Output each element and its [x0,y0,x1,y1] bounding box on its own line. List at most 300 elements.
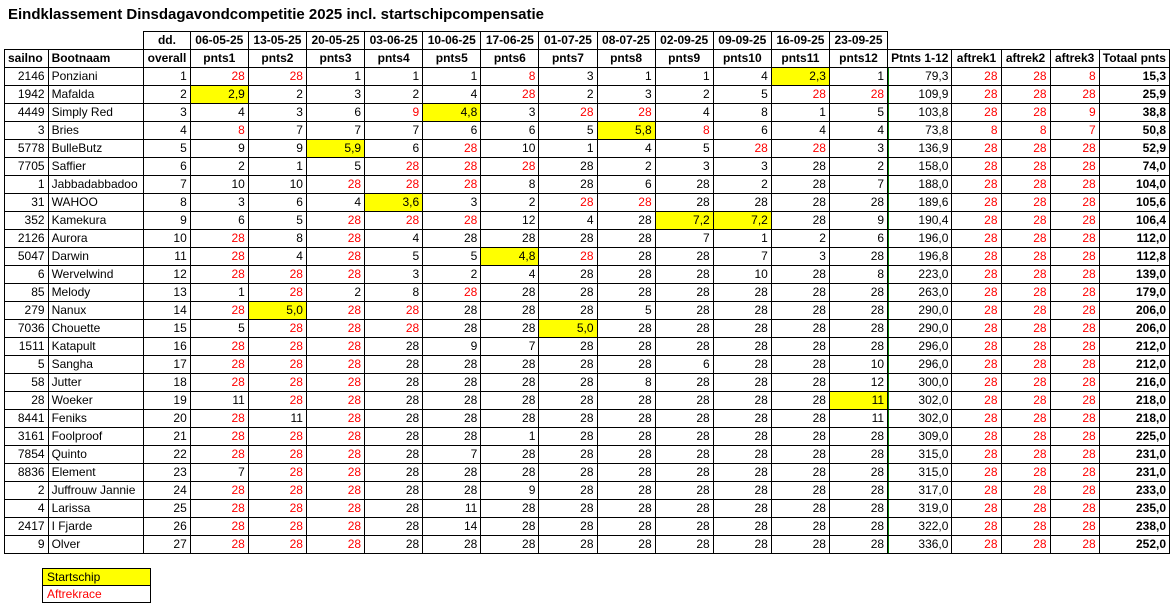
points-cell-10: 3 [713,158,771,176]
sailno-cell: 2 [5,482,49,500]
points-cell-11: 1 [771,104,829,122]
table-row [5,320,1170,338]
sailno-cell: 7854 [5,446,49,464]
points-cell-12: 1 [829,68,887,86]
overall-cell: 11 [144,248,191,266]
boatname-cell: Element [48,464,144,482]
points-cell-11: 28 [771,482,829,500]
points-cell-6: 28 [481,518,539,536]
points-cell-5: 6 [423,122,481,140]
aftrek-cell-2: 28 [1001,158,1050,176]
aftrek-cell-3: 28 [1050,392,1099,410]
points-cell-3: 28 [306,392,364,410]
boatname-cell: Melody [48,284,144,302]
ptnts-total-cell: 196,8 [888,248,952,266]
header-col-pnts2: pnts2 [248,50,306,68]
points-cell-8: 28 [597,428,655,446]
aftrek-cell-1: 28 [952,284,1001,302]
ptnts-total-cell: 136,9 [888,140,952,158]
sailno-cell: 8441 [5,410,49,428]
points-cell-12: 28 [829,86,887,104]
points-cell-4: 28 [365,428,423,446]
points-cell-4: 28 [365,482,423,500]
ptnts-total-cell: 190,4 [888,212,952,230]
points-cell-5: 28 [423,536,481,554]
aftrek-cell-2: 28 [1001,140,1050,158]
totaal-pnts-cell: 25,9 [1099,86,1169,104]
aftrek-cell-3: 28 [1050,338,1099,356]
table-row [5,140,1170,158]
points-cell-7: 28 [539,284,597,302]
totaal-pnts-cell: 231,0 [1099,464,1169,482]
points-cell-5: 28 [423,392,481,410]
points-cell-6: 28 [481,464,539,482]
points-cell-4: 28 [365,356,423,374]
aftrek-cell-1: 28 [952,140,1001,158]
points-cell-6: 8 [481,176,539,194]
points-cell-8: 8 [597,374,655,392]
aftrek-cell-1: 28 [952,482,1001,500]
points-cell-8: 6 [597,176,655,194]
points-cell-8: 3 [597,86,655,104]
points-cell-7: 28 [539,158,597,176]
points-cell-9: 28 [655,284,713,302]
points-cell-1: 11 [190,392,248,410]
points-cell-12: 28 [829,194,887,212]
points-cell-11: 28 [771,320,829,338]
overall-cell: 12 [144,266,191,284]
overall-cell: 21 [144,428,191,446]
table-row [5,230,1170,248]
aftrek-cell-3: 28 [1050,428,1099,446]
points-cell-8: 28 [597,446,655,464]
sailno-cell: 5047 [5,248,49,266]
points-cell-12: 28 [829,536,887,554]
points-cell-10: 1 [713,230,771,248]
aftrek-cell-2: 28 [1001,446,1050,464]
aftrek-cell-3: 28 [1050,212,1099,230]
points-cell-11: 28 [771,428,829,446]
boatname-cell: Larissa [48,500,144,518]
points-cell-8: 28 [597,212,655,230]
table-row [5,248,1170,266]
header-date-3: 20-05-25 [306,32,364,50]
overall-cell: 22 [144,446,191,464]
totaal-pnts-cell: 15,3 [1099,68,1169,86]
points-cell-4: 28 [365,500,423,518]
points-cell-11: 28 [771,212,829,230]
points-cell-10: 28 [713,374,771,392]
sailno-cell: 352 [5,212,49,230]
aftrek-cell-2: 28 [1001,464,1050,482]
points-cell-2: 4 [248,248,306,266]
sailno-cell: 1942 [5,86,49,104]
header-col-pnts7: pnts7 [539,50,597,68]
points-cell-5: 1 [423,68,481,86]
points-cell-6: 28 [481,302,539,320]
points-cell-9: 28 [655,446,713,464]
legend-table [42,568,151,603]
points-cell-12: 28 [829,518,887,536]
header-date-2: 13-05-25 [248,32,306,50]
points-cell-10: 7,2 [713,212,771,230]
points-cell-9: 8 [655,122,713,140]
points-cell-12: 9 [829,212,887,230]
points-cell-10: 28 [713,464,771,482]
points-cell-8: 28 [597,356,655,374]
points-cell-12: 11 [829,392,887,410]
points-cell-7: 28 [539,536,597,554]
aftrek-cell-2: 28 [1001,284,1050,302]
points-cell-2: 6 [248,194,306,212]
points-cell-6: 8 [481,68,539,86]
points-cell-6: 28 [481,410,539,428]
points-cell-1: 2,9 [190,86,248,104]
table-row [5,338,1170,356]
totaal-pnts-cell: 225,0 [1099,428,1169,446]
points-cell-2: 28 [248,428,306,446]
points-cell-2: 5,0 [248,302,306,320]
points-cell-12: 28 [829,464,887,482]
aftrek-cell-3: 28 [1050,446,1099,464]
header-blank-aftrek2 [1001,32,1050,50]
points-cell-5: 7 [423,446,481,464]
aftrek-cell-3: 28 [1050,356,1099,374]
points-cell-7: 28 [539,248,597,266]
points-cell-7: 28 [539,230,597,248]
points-cell-6: 28 [481,230,539,248]
totaal-pnts-cell: 216,0 [1099,374,1169,392]
points-cell-7: 1 [539,140,597,158]
points-cell-11: 28 [771,446,829,464]
boatname-cell: Kamekura [48,212,144,230]
points-cell-2: 8 [248,230,306,248]
aftrek-cell-2: 28 [1001,248,1050,266]
sailno-cell: 7705 [5,158,49,176]
points-cell-3: 28 [306,212,364,230]
aftrek-cell-3: 28 [1050,284,1099,302]
points-cell-9: 5 [655,140,713,158]
points-cell-11: 28 [771,176,829,194]
points-cell-3: 5,9 [306,140,364,158]
header-blank-ptnts [888,32,952,50]
points-cell-2: 10 [248,176,306,194]
points-cell-4: 7 [365,122,423,140]
legend-row-startschip [43,569,151,586]
overall-cell: 13 [144,284,191,302]
header-col-pnts8: pnts8 [597,50,655,68]
sailno-cell: 3161 [5,428,49,446]
points-cell-10: 28 [713,482,771,500]
points-cell-8: 28 [597,104,655,122]
sailno-cell: 31 [5,194,49,212]
points-cell-3: 28 [306,338,364,356]
points-cell-10: 28 [713,500,771,518]
points-cell-7: 28 [539,446,597,464]
points-cell-11: 2 [771,230,829,248]
points-cell-3: 28 [306,248,364,266]
points-cell-2: 5 [248,212,306,230]
points-cell-7: 2 [539,86,597,104]
overall-cell: 24 [144,482,191,500]
points-cell-4: 28 [365,410,423,428]
points-cell-2: 11 [248,410,306,428]
points-cell-10: 28 [713,446,771,464]
points-cell-3: 28 [306,464,364,482]
points-cell-3: 28 [306,320,364,338]
points-cell-5: 28 [423,464,481,482]
aftrek-cell-2: 28 [1001,410,1050,428]
table-row [5,284,1170,302]
boatname-cell: Jutter [48,374,144,392]
points-cell-8: 28 [597,482,655,500]
points-cell-6: 1 [481,428,539,446]
overall-cell: 3 [144,104,191,122]
ptnts-total-cell: 158,0 [888,158,952,176]
boatname-cell: Juffrouw Jannie [48,482,144,500]
points-cell-5: 2 [423,266,481,284]
sailno-cell: 8836 [5,464,49,482]
aftrek-cell-1: 28 [952,446,1001,464]
points-cell-1: 28 [190,266,248,284]
totaal-pnts-cell: 218,0 [1099,410,1169,428]
header-col-aftrek3: aftrek3 [1050,50,1099,68]
overall-cell: 27 [144,536,191,554]
aftrek-cell-1: 28 [952,428,1001,446]
header-row-columns [5,50,1170,68]
points-cell-12: 28 [829,428,887,446]
ptnts-total-cell: 336,0 [888,536,952,554]
points-cell-6: 28 [481,320,539,338]
points-cell-9: 28 [655,338,713,356]
boatname-cell: I Fjarde [48,518,144,536]
overall-cell: 10 [144,230,191,248]
points-cell-5: 28 [423,302,481,320]
ptnts-total-cell: 290,0 [888,320,952,338]
aftrek-cell-1: 28 [952,500,1001,518]
points-cell-12: 11 [829,410,887,428]
overall-cell: 1 [144,68,191,86]
overall-cell: 16 [144,338,191,356]
sailno-cell: 5 [5,356,49,374]
points-cell-9: 28 [655,518,713,536]
ptnts-total-cell: 263,0 [888,284,952,302]
points-cell-5: 28 [423,284,481,302]
points-cell-4: 4 [365,230,423,248]
header-col-pnts10: pnts10 [713,50,771,68]
points-cell-6: 6 [481,122,539,140]
aftrek-cell-2: 28 [1001,104,1050,122]
points-cell-2: 28 [248,356,306,374]
points-cell-6: 28 [481,392,539,410]
totaal-pnts-cell: 206,0 [1099,302,1169,320]
header-blank-aftrek1 [952,32,1001,50]
points-cell-2: 9 [248,140,306,158]
points-cell-11: 28 [771,284,829,302]
header-col-pnts1: pnts1 [190,50,248,68]
aftrek-cell-1: 28 [952,104,1001,122]
totaal-pnts-cell: 50,8 [1099,122,1169,140]
points-cell-5: 5 [423,248,481,266]
points-cell-3: 1 [306,68,364,86]
totaal-pnts-cell: 105,6 [1099,194,1169,212]
points-cell-4: 28 [365,518,423,536]
aftrek-cell-3: 28 [1050,518,1099,536]
totaal-pnts-cell: 252,0 [1099,536,1169,554]
aftrek-cell-3: 7 [1050,122,1099,140]
ptnts-total-cell: 302,0 [888,392,952,410]
points-cell-3: 28 [306,428,364,446]
header-col-pnts5: pnts5 [423,50,481,68]
overall-cell: 26 [144,518,191,536]
points-cell-3: 28 [306,176,364,194]
header-col-ptnts-1-12: Ptnts 1-12 [888,50,952,68]
points-cell-3: 28 [306,230,364,248]
header-date-9: 02-09-25 [655,32,713,50]
points-cell-11: 28 [771,302,829,320]
points-cell-10: 2 [713,176,771,194]
points-cell-3: 5 [306,158,364,176]
aftrek-cell-2: 28 [1001,500,1050,518]
header-date-4: 03-06-25 [365,32,423,50]
sailno-cell: 7036 [5,320,49,338]
points-cell-7: 28 [539,194,597,212]
points-cell-10: 28 [713,392,771,410]
boatname-cell: Mafalda [48,86,144,104]
points-cell-12: 12 [829,374,887,392]
header-col-bootnaam: Bootnaam [48,50,144,68]
totaal-pnts-cell: 179,0 [1099,284,1169,302]
points-cell-7: 28 [539,428,597,446]
points-cell-4: 28 [365,374,423,392]
overall-cell: 14 [144,302,191,320]
aftrek-cell-3: 28 [1050,374,1099,392]
points-cell-9: 28 [655,428,713,446]
points-cell-7: 28 [539,518,597,536]
points-cell-2: 2 [248,86,306,104]
points-cell-6: 2 [481,194,539,212]
points-cell-8: 28 [597,266,655,284]
points-cell-5: 28 [423,428,481,446]
points-cell-3: 28 [306,500,364,518]
ptnts-total-cell: 322,0 [888,518,952,536]
points-cell-4: 28 [365,446,423,464]
points-cell-4: 28 [365,464,423,482]
aftrek-cell-2: 28 [1001,68,1050,86]
header-date-5: 10-06-25 [423,32,481,50]
ptnts-total-cell: 189,6 [888,194,952,212]
ptnts-total-cell: 290,0 [888,302,952,320]
aftrek-cell-1: 28 [952,212,1001,230]
points-cell-8: 28 [597,410,655,428]
points-cell-1: 28 [190,68,248,86]
points-cell-9: 2 [655,86,713,104]
totaal-pnts-cell: 106,4 [1099,212,1169,230]
points-cell-6: 28 [481,374,539,392]
totaal-pnts-cell: 212,0 [1099,356,1169,374]
table-row [5,500,1170,518]
header-date-1: 06-05-25 [190,32,248,50]
sailno-cell: 2146 [5,68,49,86]
table-row [5,86,1170,104]
points-cell-1: 1 [190,284,248,302]
points-cell-1: 4 [190,104,248,122]
points-cell-7: 28 [539,266,597,284]
points-cell-5: 28 [423,374,481,392]
aftrek-cell-1: 28 [952,266,1001,284]
totaal-pnts-cell: 139,0 [1099,266,1169,284]
points-cell-6: 9 [481,482,539,500]
points-cell-6: 28 [481,86,539,104]
points-cell-4: 28 [365,158,423,176]
points-cell-11: 28 [771,392,829,410]
points-cell-11: 28 [771,464,829,482]
overall-cell: 7 [144,176,191,194]
points-cell-1: 2 [190,158,248,176]
header-date-10: 09-09-25 [713,32,771,50]
points-cell-1: 8 [190,122,248,140]
overall-cell: 17 [144,356,191,374]
aftrek-cell-2: 28 [1001,536,1050,554]
header-dd: dd. [144,32,191,50]
aftrek-cell-2: 28 [1001,86,1050,104]
points-cell-7: 28 [539,410,597,428]
points-cell-10: 28 [713,338,771,356]
points-cell-9: 1 [655,68,713,86]
ptnts-total-cell: 103,8 [888,104,952,122]
totaal-pnts-cell: 112,0 [1099,230,1169,248]
points-cell-3: 6 [306,104,364,122]
ptnts-total-cell: 196,0 [888,230,952,248]
points-cell-11: 28 [771,338,829,356]
aftrek-cell-3: 28 [1050,500,1099,518]
boatname-cell: Bries [48,122,144,140]
header-col-pnts9: pnts9 [655,50,713,68]
points-cell-3: 28 [306,410,364,428]
points-cell-3: 4 [306,194,364,212]
points-cell-12: 5 [829,104,887,122]
points-cell-10: 4 [713,68,771,86]
points-cell-2: 28 [248,500,306,518]
ptnts-total-cell: 188,0 [888,176,952,194]
points-cell-2: 28 [248,392,306,410]
totaal-pnts-cell: 206,0 [1099,320,1169,338]
points-cell-3: 28 [306,302,364,320]
header-col-totaal-pnts: Totaal pnts [1099,50,1169,68]
points-cell-10: 28 [713,536,771,554]
points-cell-1: 28 [190,356,248,374]
header-blank-totaal [1099,32,1169,50]
ptnts-total-cell: 315,0 [888,446,952,464]
points-cell-2: 7 [248,122,306,140]
overall-cell: 2 [144,86,191,104]
points-cell-9: 7,2 [655,212,713,230]
sailno-cell: 85 [5,284,49,302]
points-cell-10: 6 [713,122,771,140]
points-cell-9: 7 [655,230,713,248]
points-cell-9: 28 [655,410,713,428]
aftrek-cell-3: 28 [1050,536,1099,554]
points-cell-10: 10 [713,266,771,284]
aftrek-cell-1: 8 [952,122,1001,140]
table-row [5,68,1170,86]
points-cell-5: 14 [423,518,481,536]
totaal-pnts-cell: 233,0 [1099,482,1169,500]
aftrek-cell-1: 28 [952,320,1001,338]
points-cell-10: 28 [713,320,771,338]
points-cell-6: 10 [481,140,539,158]
aftrek-cell-3: 28 [1050,464,1099,482]
